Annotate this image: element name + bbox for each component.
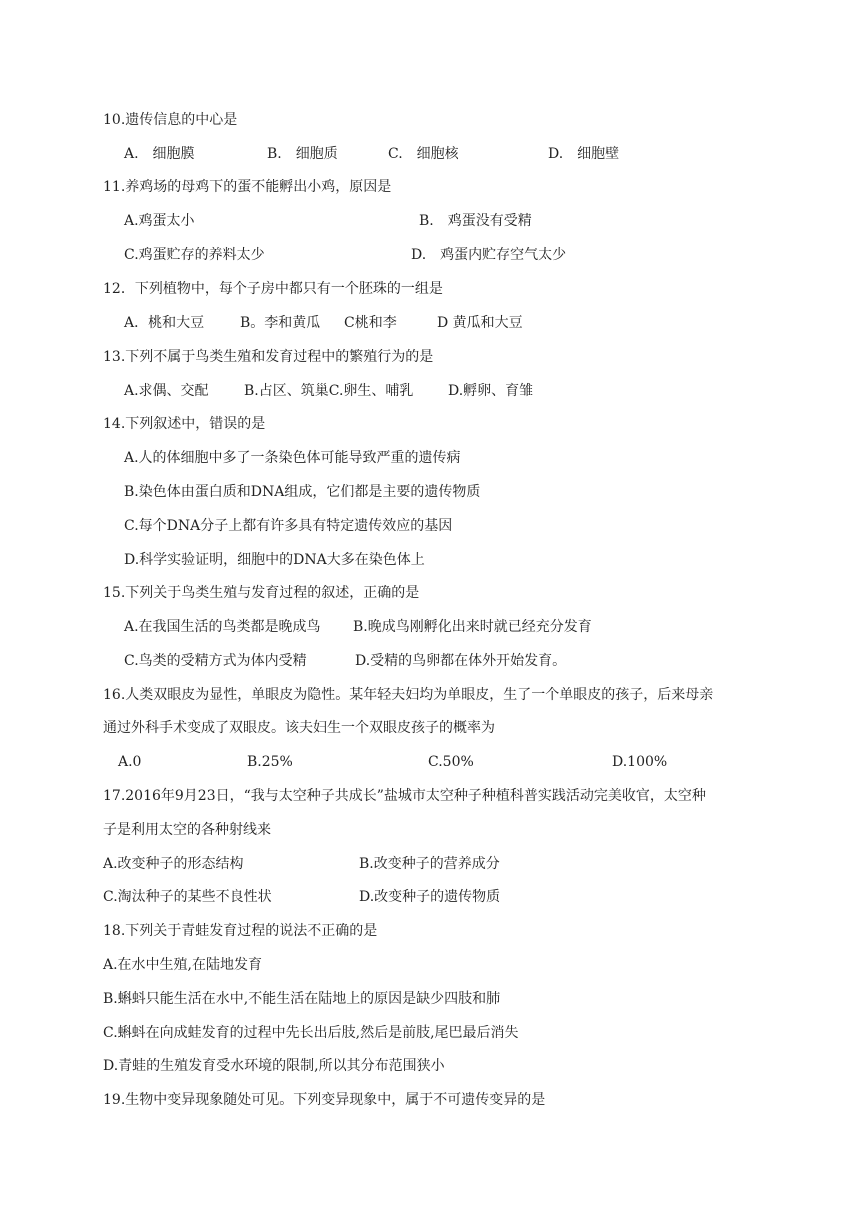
q16-stem-line1: 16.人类双眼皮为显性，单眼皮为隐性。某年轻夫妇均为单眼皮，生了一个单眼皮的孩子，后来母亲 (103, 687, 714, 703)
q16-option-b: B.25% (247, 754, 293, 770)
q15-option-d: D.受精的鸟卵都在体外开始发育。 (355, 653, 567, 669)
q12-stem: 12．下列植物中，每个子房中都只有一个胚珠的一组是 (103, 281, 443, 297)
q10-option-c: C. 细胞核 (388, 146, 459, 162)
q11-stem: 11.养鸡场的母鸡下的蛋不能孵出小鸡，原因是 (103, 179, 392, 195)
q10-option-b: B. 细胞质 (267, 146, 338, 162)
q16-stem-line2: 通过外科手术变成了双眼皮。该夫妇生一个双眼皮孩子的概率为 (103, 720, 495, 736)
q18-option-d: D.青蛙的生殖发育受水环境的限制,所以其分布范围狭小 (103, 1058, 445, 1074)
q16-option-d: D.100% (612, 754, 668, 770)
q17-option-a: A.改变种子的形态结构 (103, 856, 244, 872)
q11-option-d: D. 鸡蛋内贮存空气太少 (411, 247, 567, 263)
q14-option-d: D.科学实验证明，细胞中的DNA大多在染色体上 (124, 552, 425, 568)
q11-option-c: C.鸡蛋贮存的养料太少 (124, 247, 265, 263)
q14-option-c: C.每个DNA分子上都有许多具有特定遗传效应的基因 (124, 518, 453, 534)
q17-stem-line2: 子是利用太空的各种射线来 (103, 822, 271, 838)
q17-option-c: C.淘汰种子的某些不良性状 (103, 889, 272, 905)
q19-stem: 19.生物中变异现象随处可见。下列变异现象中，属于不可遗传变异的是 (103, 1092, 546, 1108)
q13-option-a: A.求偶、交配 (124, 383, 209, 399)
q13-stem: 13.下列不属于鸟类生殖和发育过程中的繁殖行为的是 (103, 349, 434, 365)
q12-option-c: C桃和李 (344, 315, 397, 331)
q16-option-c: C.50% (428, 754, 474, 770)
q15-option-b: B.晚成鸟刚孵化出来时就已经充分发育 (353, 619, 592, 635)
q15-option-a: A.在我国生活的鸟类都是晚成鸟 (124, 619, 321, 635)
q16-option-a: A.0 (118, 754, 142, 770)
q13-option-bc: B.占区、筑巢C.卵生、哺乳 (244, 383, 414, 399)
q12-option-a: A．桃和大豆 (124, 315, 205, 331)
q15-option-c: C.鸟类的受精方式为体内受精 (124, 653, 307, 669)
q10-option-a: A. 细胞膜 (124, 146, 195, 162)
q10-stem: 10.遗传信息的中心是 (103, 112, 238, 128)
q14-option-a: A.人的体细胞中多了一条染色体可能导致严重的遗传病 (124, 450, 461, 466)
q15-stem: 15.下列关于鸟类生殖与发育过程的叙述，正确的是 (103, 585, 420, 601)
q11-option-a: A.鸡蛋太小 (124, 213, 195, 229)
q18-option-b: B.蝌蚪只能生活在水中,不能生活在陆地上的原因是缺少四肢和肺 (103, 991, 501, 1007)
q17-option-b: B.改变种子的营养成分 (359, 856, 500, 872)
q11-option-b: B. 鸡蛋没有受精 (419, 213, 532, 229)
q18-stem: 18.下列关于青蛙发育过程的说法不正确的是 (103, 923, 378, 939)
q12-option-d: D 黄瓜和大豆 (437, 315, 523, 331)
q18-option-a: A.在水中生殖,在陆地发育 (103, 957, 263, 973)
q14-option-b: B.染色体由蛋白质和DNA组成，它们都是主要的遗传物质 (124, 484, 481, 500)
q10-option-d: D. 细胞壁 (548, 146, 620, 162)
q17-stem-line1: 17.2016年9月23日，“我与太空种子共成长”盐城市太空种子种植科普实践活动完美收官，太空种 (103, 788, 706, 804)
q12-option-b: B。李和黄瓜 (240, 315, 321, 331)
q14-stem: 14.下列叙述中，错误的是 (103, 416, 266, 432)
q17-option-d: D.改变种子的遗传物质 (359, 889, 501, 905)
q13-option-d: D.孵卵、育雏 (448, 383, 534, 399)
q18-option-c: C.蝌蚪在向成蛙发育的过程中先长出后肢,然后是前肢,尾巴最后消失 (103, 1025, 519, 1041)
